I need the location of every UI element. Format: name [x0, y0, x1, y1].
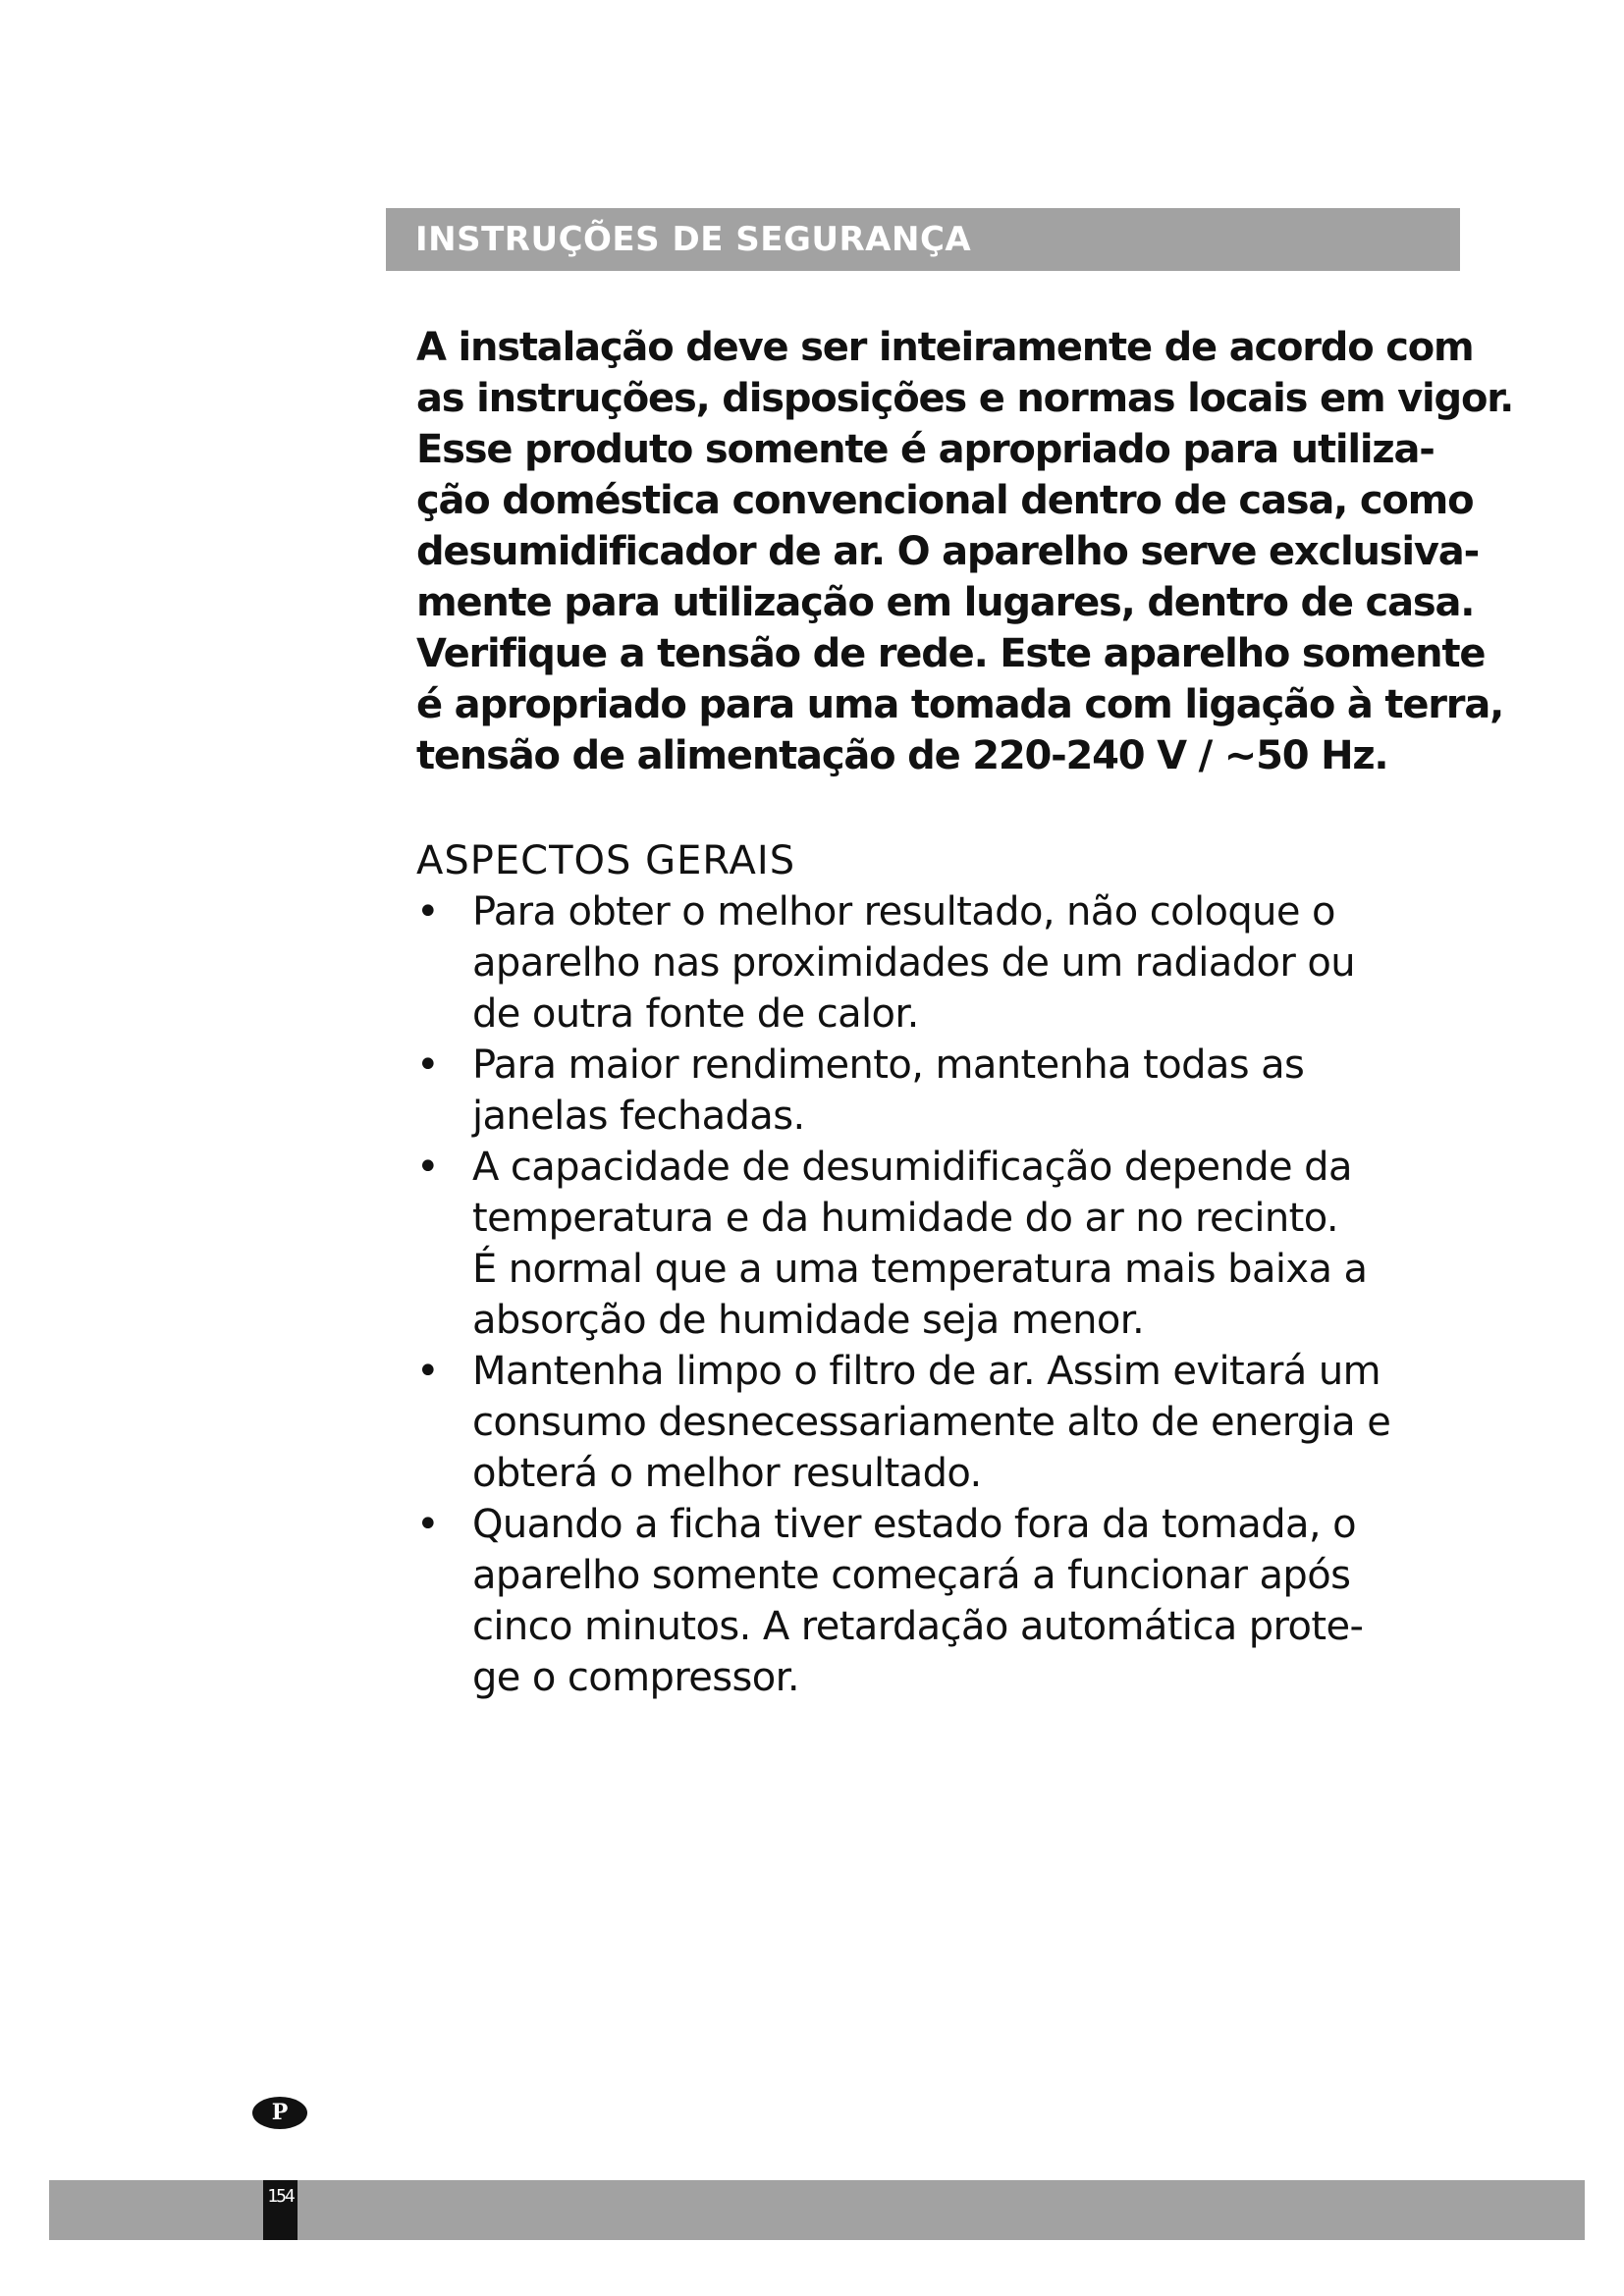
intro-line: é apropriado para uma tomada com ligação à terra, — [416, 682, 1504, 727]
bullet-line: ge o compressor. — [472, 1655, 799, 1700]
bullet-item-delay — [416, 1499, 1477, 1703]
bullet-line: aparelho nas proximidades de um radiador ou — [472, 940, 1355, 986]
intro-line: Verifique a tensão de rede. Este aparelho somente — [416, 631, 1486, 676]
bullet-item-capacity — [416, 1142, 1477, 1346]
intro-line: mente para utilização em lugares, dentro de casa. — [416, 580, 1475, 625]
bullet-line: janelas fechadas. — [472, 1094, 805, 1139]
intro-line: Esse produto somente é apropriado para utiliza- — [416, 427, 1435, 472]
section-header-bar — [386, 208, 1460, 271]
intro-line: as instruções, disposições e normas locais em vigor. — [416, 376, 1514, 421]
intro-line: desumidificador de ar. O aparelho serve exclusiva- — [416, 529, 1479, 574]
bullet-line: temperatura e da humidade do ar no recinto. — [472, 1196, 1339, 1241]
general-bullet-list — [416, 886, 1477, 1703]
bullet-line: consumo desnecessariamente alto de energia e — [472, 1400, 1391, 1445]
bullet-icon: • — [416, 1502, 439, 1547]
bullet-line: aparelho somente começará a funcionar após — [472, 1553, 1351, 1598]
bullet-line: É normal que a uma temperatura mais baixa a — [472, 1247, 1368, 1292]
bullet-item-placement — [416, 886, 1477, 1040]
intro-paragraph — [416, 322, 1514, 781]
bullet-item-filter — [416, 1346, 1477, 1499]
bullet-icon: • — [416, 889, 439, 934]
intro-line: tensão de alimentação de 220-240 V / ~50 Hz. — [416, 733, 1388, 778]
bullet-icon: • — [416, 1042, 439, 1088]
bullet-line: Para obter o melhor resultado, não coloque o — [472, 889, 1335, 934]
bullet-line: obterá o melhor resultado. — [472, 1451, 982, 1496]
bullet-line: de outra fonte de calor. — [472, 991, 919, 1037]
bullet-line: Mantenha limpo o filtro de ar. Assim evitará um — [472, 1349, 1380, 1394]
bullet-line: Quando a ficha tiver estado fora da tomada, o — [472, 1502, 1357, 1547]
intro-line: ção doméstica convencional dentro de casa, como — [416, 478, 1474, 523]
general-heading: ASPECTOS GERAIS — [416, 838, 796, 883]
bullet-line: Para maior rendimento, mantenha todas as — [472, 1042, 1305, 1088]
bullet-icon: • — [416, 1145, 439, 1190]
language-marker-badge: P — [252, 2097, 307, 2129]
section-title: INSTRUÇÕES DE SEGURANÇA — [415, 220, 972, 259]
bullet-line: cinco minutos. A retardação automática prote- — [472, 1604, 1364, 1649]
bullet-line: absorção de humidade seja menor. — [472, 1298, 1145, 1343]
bullet-item-windows — [416, 1040, 1477, 1142]
page-number: 154 — [263, 2180, 298, 2240]
bullet-line: A capacidade de desumidificação depende da — [472, 1145, 1352, 1190]
intro-line: A instalação deve ser inteiramente de acordo com — [416, 325, 1474, 370]
bullet-icon: • — [416, 1349, 439, 1394]
